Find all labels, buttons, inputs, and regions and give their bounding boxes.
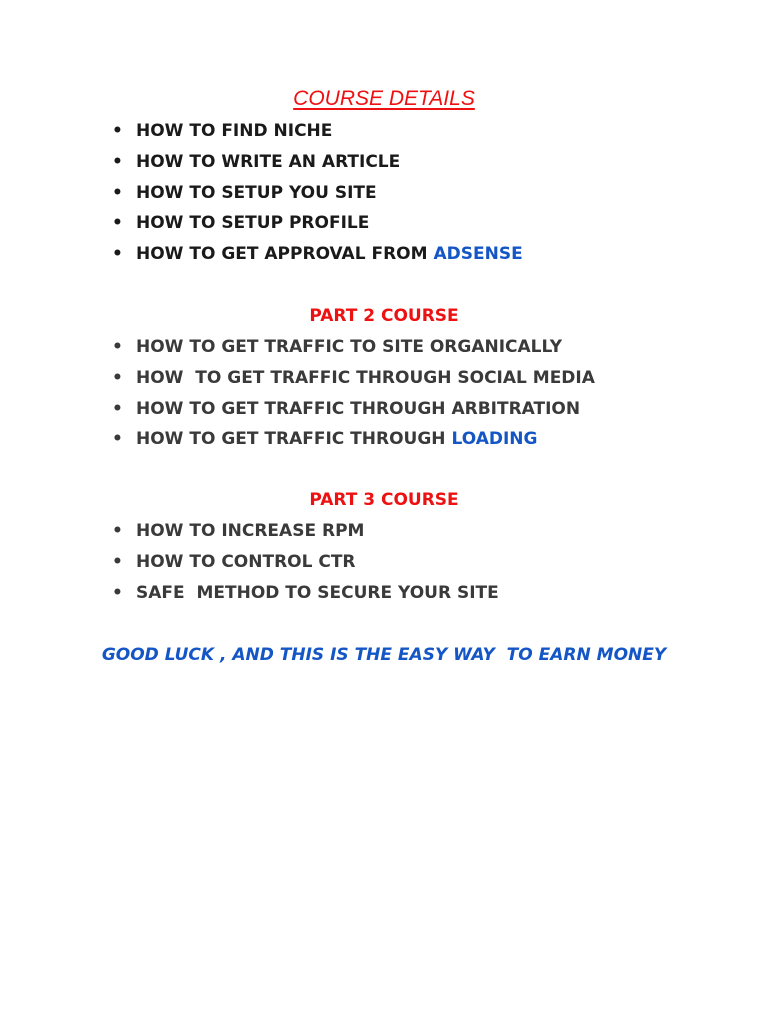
list-item: • HOW TO GET TRAFFIC THROUGH ARBITRATION [112,398,581,419]
loading-highlight: LOADING [451,429,538,450]
section3-list [0,520,499,612]
page-title [0,86,768,112]
bullet-icon: • [112,521,123,541]
bullet-icon: • [112,367,123,388]
list-item: • HOW TO SETUP PROFILE [112,213,370,234]
list-item: • HOW TO INCREASE RPM [112,521,365,541]
section1-list [0,120,523,274]
part3-heading: PART 3 COURSE [309,490,459,510]
bullet-icon: • [112,121,123,141]
page-title-text: COURSE DETAILS [293,87,475,110]
bullet-icon: • [112,398,123,419]
list-item: • HOW TO GET TRAFFIC THROUGH LOADING [112,429,538,450]
bullet-icon: • [112,551,123,572]
bullet-icon: • [112,213,123,234]
adsense-highlight: ADSENSE [433,244,523,265]
list-item: • HOW TO WRITE AN ARTICLE [112,151,401,172]
bullet-icon: • [112,244,123,265]
footer-message: GOOD LUCK , AND THIS IS THE EASY WAY TO EARN MONEY [101,645,667,665]
part2-heading: PART 2 COURSE [309,306,459,326]
list-item: • HOW TO GET TRAFFIC TO SITE ORGANICALLY [112,337,563,357]
section2-list [0,336,595,459]
bullet-icon: • [112,337,123,357]
list-item: • HOW TO FIND NICHE [112,121,333,141]
bullet-icon: • [112,582,123,603]
bullet-icon: • [112,151,123,172]
list-item: • HOW TO GET APPROVAL FROM ADSENSE [112,244,523,265]
bullet-icon: • [112,182,123,203]
bullet-icon: • [112,429,123,450]
list-item: • HOW TO GET TRAFFIC THROUGH SOCIAL MEDIA [112,367,595,388]
list-item: • SAFE METHOD TO SECURE YOUR SITE [112,582,499,603]
list-item: • HOW TO CONTROL CTR [112,551,356,572]
list-item: • HOW TO SETUP YOU SITE [112,182,377,203]
